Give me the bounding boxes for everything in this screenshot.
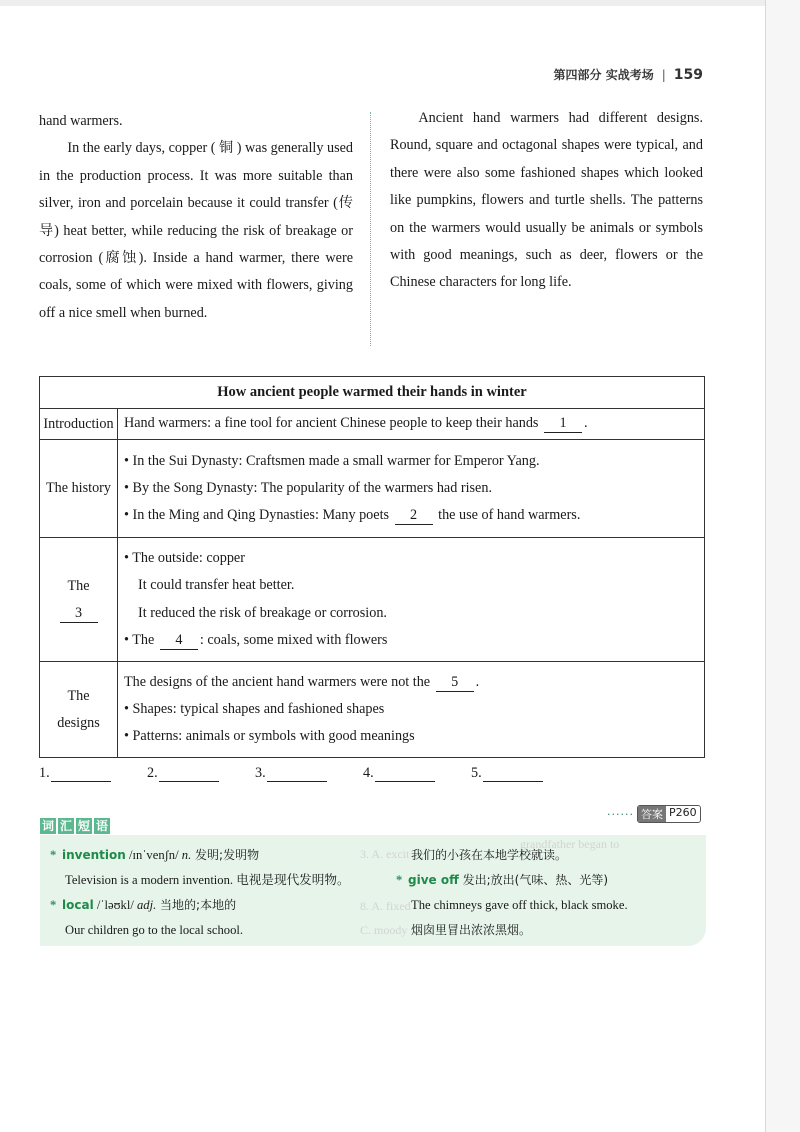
- vocab-word: local: [62, 898, 94, 912]
- vocab-title: [40, 818, 110, 834]
- row-text: The designs of the ancient hand warmers were not the: [124, 673, 431, 690]
- table-title-row: [40, 377, 705, 409]
- bleed-through-text: grandfather began to: [520, 837, 620, 851]
- row-text: the use of hand warmers.: [438, 507, 581, 524]
- star-icon: *: [396, 873, 403, 887]
- answer-item: [471, 765, 579, 782]
- column-divider: [370, 112, 371, 346]
- answer-input-3[interactable]: [267, 766, 327, 782]
- vocab-title-char: 短: [77, 819, 90, 833]
- row-label-text: The: [67, 577, 90, 594]
- row-text: • The: [124, 631, 155, 648]
- blank-5[interactable]: 5: [436, 674, 474, 692]
- star-icon: *: [50, 898, 57, 912]
- vocab-pos: n.: [181, 848, 192, 862]
- row-content: [118, 662, 705, 758]
- row-text: Hand warmers: a fine tool for ancient Chinese people to keep their hands: [124, 415, 539, 432]
- page-right-edge: [765, 0, 800, 1132]
- answer-number: 4.: [363, 765, 374, 781]
- answer-input-5[interactable]: [483, 766, 543, 782]
- vocab-right: [396, 843, 628, 943]
- page-header: [554, 66, 703, 83]
- row-text: : coals, some mixed with flowers: [199, 631, 388, 648]
- answer-lines: [39, 765, 579, 782]
- vocab-example: 烟囱里冒出浓浓黑烟。: [411, 923, 532, 937]
- vocab-left: [50, 843, 350, 943]
- answer-tag-label: 答案: [638, 806, 666, 822]
- answer-item: [255, 765, 363, 782]
- vocab-example: 我们的小孩在本地学校就读。: [411, 848, 568, 862]
- answer-input-1[interactable]: [51, 766, 111, 782]
- summary-table: [39, 376, 705, 758]
- answer-number: 3.: [255, 765, 266, 781]
- answer-reference: [607, 805, 701, 823]
- row-label: The history: [40, 440, 118, 538]
- row-text: .: [475, 673, 480, 690]
- vocab-meaning: 发明;发明物: [191, 848, 260, 862]
- leader-dots: ······: [607, 807, 634, 821]
- blank-2[interactable]: 2: [395, 507, 433, 525]
- row-subline: It could transfer heat better.: [138, 577, 295, 594]
- row-label-text: designs: [57, 714, 100, 731]
- row-line: • By the Song Dynasty: The popularity of the warmers had risen.: [124, 479, 492, 496]
- page-number: 159: [673, 66, 703, 83]
- answer-input-2[interactable]: [159, 766, 219, 782]
- row-text: .: [584, 415, 588, 432]
- table-row: [40, 538, 705, 662]
- passage-right-column: [390, 105, 703, 297]
- vocab-meaning: 发出;放出(气味、热、光等): [458, 873, 609, 887]
- blank-3[interactable]: 3: [60, 605, 98, 623]
- row-line: • Patterns: animals or symbols with good meanings: [124, 728, 415, 745]
- row-content: [118, 538, 705, 662]
- answer-number: 5.: [471, 765, 482, 781]
- vocab-title-char: 语: [95, 819, 108, 833]
- passage-paragraph: In the early days, copper ( 铜 ) was generally used in the production process. It was more suitable than silver, iron and porcelain because it could transfer (传导) heat better, while reducing the risk of breakage or corrosion (腐蚀). Inside a hand warmer, there were coals, some of which were mixed with flowers, giving off a nice smell when burned.: [39, 140, 354, 321]
- answer-number: 2.: [147, 765, 158, 781]
- row-line: • The outside: copper: [124, 549, 245, 566]
- section-title: 第四部分 实战考场: [553, 68, 654, 82]
- vocab-entry: [50, 843, 350, 868]
- row-line: • In the Sui Dynasty: Craftsmen made a small warmer for Emperor Yang.: [124, 452, 540, 469]
- header-separator: |: [661, 67, 666, 82]
- row-label: Introduction: [40, 409, 118, 440]
- table-row: [40, 440, 705, 538]
- answer-page-tag[interactable]: [637, 805, 701, 823]
- vocab-example: The chimneys gave off thick, black smoke.: [411, 898, 628, 912]
- vocab-phonetic: /ɪnˈvenʃn/: [125, 848, 182, 862]
- row-line: [124, 502, 698, 529]
- vocab-box: [40, 835, 706, 946]
- passage-paragraph: Ancient hand warmers had different designs. Round, square and octagonal shapes were typical, and there were also some fashioned shapes which looked like pumpkins, flowers and turtle shells. The patterns on the warmers would usually be animals or symbols with good meanings, such as deer, flowers or the Chinese characters for long life.: [390, 110, 703, 291]
- vocab-entry: [396, 868, 628, 893]
- answer-tag-page: P260: [666, 806, 700, 822]
- passage-left-column: [39, 108, 353, 327]
- table-title: How ancient people warmed their hands in winter: [40, 377, 705, 409]
- answer-number: 1.: [39, 765, 50, 781]
- vocab-word: give off: [408, 873, 459, 887]
- vocab-word: invention: [62, 848, 126, 862]
- answer-item: [363, 765, 471, 782]
- vocab-title-char: 词: [41, 819, 54, 833]
- blank-1[interactable]: 1: [544, 415, 582, 433]
- row-label: [40, 662, 118, 758]
- row-label-text: The: [67, 687, 90, 704]
- bleed-through-text: 3. A. excit: [360, 847, 410, 861]
- answer-input-4[interactable]: [375, 766, 435, 782]
- vocab-meaning: 当地的;本地的: [156, 898, 237, 912]
- row-line: [124, 669, 698, 696]
- page-top-edge: [0, 0, 800, 6]
- vocab-title-char: 汇: [59, 819, 72, 833]
- row-content: [118, 440, 705, 538]
- vocab-phonetic: /ˈləʊkl/: [93, 898, 137, 912]
- vocab-example: Our children go to the local school.: [65, 923, 244, 937]
- row-content: [118, 409, 705, 440]
- row-label: [40, 538, 118, 662]
- star-icon: *: [50, 848, 57, 862]
- answer-item: [39, 765, 147, 782]
- row-subline: It reduced the risk of breakage or corrosion.: [138, 604, 387, 621]
- table-row: [40, 662, 705, 758]
- bleed-through-text: 8. A. fixed: [360, 899, 411, 913]
- answer-item: [147, 765, 255, 782]
- row-line: • Shapes: typical shapes and fashioned shapes: [124, 700, 385, 717]
- vocab-example: Television is a modern invention. 电视是现代发明物。: [65, 873, 350, 887]
- passage-paragraph: hand warmers.: [39, 113, 123, 129]
- blank-4[interactable]: 4: [160, 632, 198, 650]
- table-row: [40, 409, 705, 440]
- vocab-entry: [50, 893, 350, 918]
- row-line: [124, 627, 698, 654]
- bleed-through-text: C. moody: [360, 923, 408, 937]
- row-text: • In the Ming and Qing Dynasties: Many poets: [124, 507, 390, 524]
- vocab-pos: adj.: [136, 898, 157, 912]
